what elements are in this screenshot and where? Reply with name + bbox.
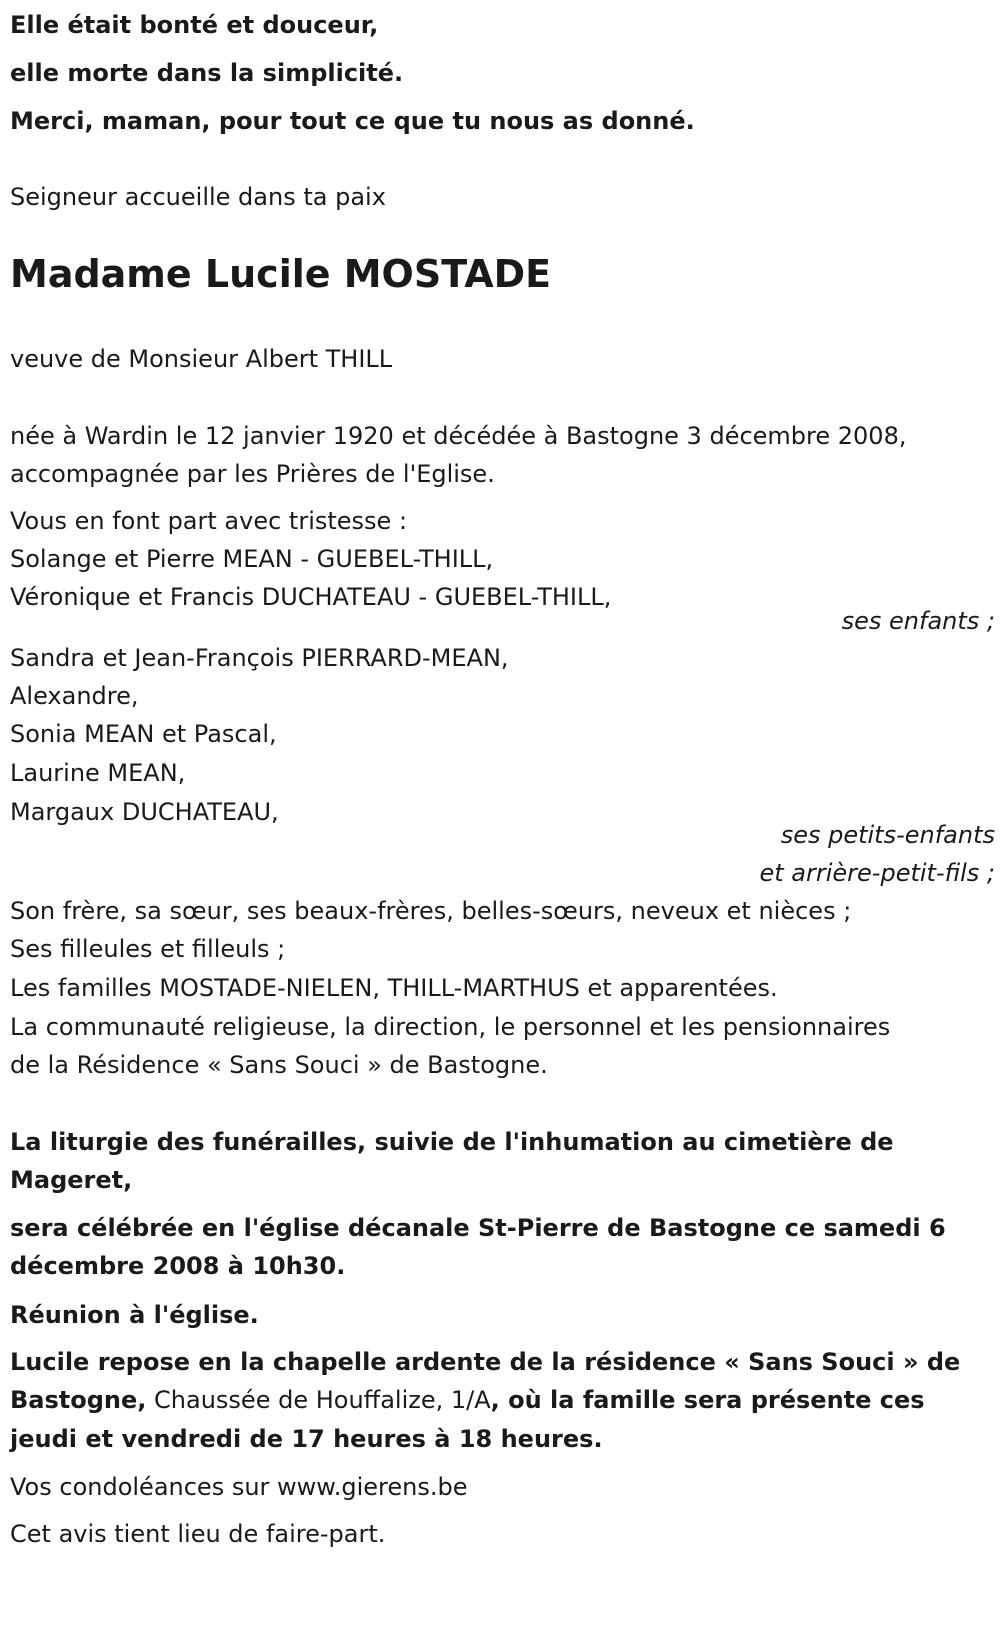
others-line-1: Son frère, sa sœur, ses beaux-frères, belles-sœurs, neveux et nièces ; <box>10 897 852 925</box>
grandchild-line-4: Laurine MEAN, <box>10 759 186 787</box>
celebration-line-1: sera célébrée en l'église décanale St-Pierre de Bastogne ce samedi 6 <box>10 1214 946 1242</box>
rest-line-1: Lucile repose en la chapelle ardente de la résidence « Sans Souci » de <box>10 1348 961 1376</box>
rest-line-2-bold-a: Bastogne, <box>10 1386 147 1414</box>
liturgy-line-2: Mageret, <box>10 1166 133 1194</box>
child-line-1: Solange et Pierre MEAN - GUEBEL-THILL, <box>10 545 494 573</box>
poem-line-2: elle morte dans la simplicité. <box>10 59 404 87</box>
child-line-2: Véronique et Francis DUCHATEAU - GUEBEL-THILL, <box>10 583 612 611</box>
grandchild-line-1: Sandra et Jean-François PIERRARD-MEAN, <box>10 644 509 672</box>
children-label: ses enfants ; <box>841 607 995 635</box>
poem-line-3: Merci, maman, pour tout ce que tu nous as donné. <box>10 107 695 135</box>
grandchild-line-3: Sonia MEAN et Pascal, <box>10 720 277 748</box>
birth-death-line-2: accompagnée par les Prières de l'Eglise. <box>10 460 495 488</box>
liturgy-line-1: La liturgie des funérailles, suivie de l'inhumation au cimetière de <box>10 1128 894 1156</box>
poem-line-1: Elle était bonté et douceur, <box>10 11 379 39</box>
others-line-5: de la Résidence « Sans Souci » de Bastogne. <box>10 1051 548 1079</box>
grandchildren-label-2: et arrière-petit-fils ; <box>759 859 995 887</box>
condolences-line: Vos condoléances sur www.gierens.be <box>10 1473 468 1501</box>
rest-line-3: jeudi et vendredi de 17 heures à 18 heures. <box>10 1425 603 1453</box>
others-line-4: La communauté religieuse, la direction, le personnel et les pensionnaires <box>10 1013 891 1041</box>
announce-line: Vous en font part avec tristesse : <box>10 507 408 535</box>
others-line-2: Ses filleules et filleuls ; <box>10 935 286 963</box>
notice-line: Cet avis tient lieu de faire-part. <box>10 1520 386 1548</box>
others-line-3: Les familles MOSTADE-NIELEN, THILL-MARTHUS et apparentées. <box>10 974 778 1002</box>
deceased-name: Madame Lucile MOSTADE <box>10 252 552 296</box>
meeting-line: Réunion à l'église. <box>10 1301 259 1329</box>
grandchildren-label-1: ses petits-enfants <box>780 821 995 849</box>
prayer-line: Seigneur accueille dans ta paix <box>10 183 386 211</box>
grandchild-line-2: Alexandre, <box>10 682 139 710</box>
grandchild-line-5: Margaux DUCHATEAU, <box>10 798 279 826</box>
widow-line: veuve de Monsieur Albert THILL <box>10 345 393 373</box>
rest-address: Chaussée de Houffalize, 1/A <box>146 1386 491 1414</box>
rest-line-2 <box>10 1385 925 1415</box>
birth-death-line-1: née à Wardin le 12 janvier 1920 et décédée à Bastogne 3 décembre 2008, <box>10 422 907 450</box>
celebration-line-2: décembre 2008 à 10h30. <box>10 1252 346 1280</box>
rest-line-2-bold-b: , où la famille sera présente ces <box>490 1386 925 1414</box>
